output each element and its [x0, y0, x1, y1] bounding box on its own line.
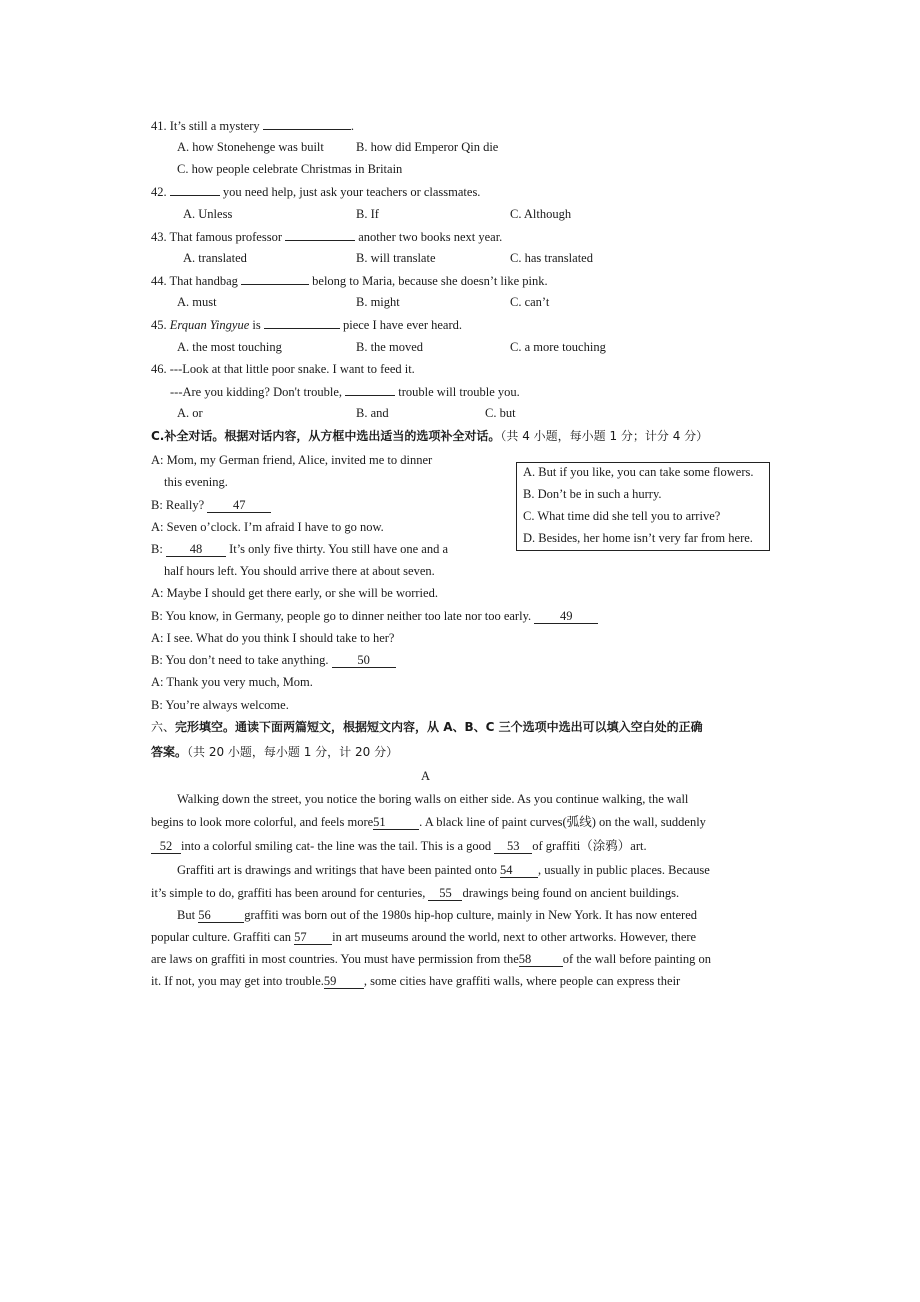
- stem-text: trouble will trouble you.: [398, 385, 520, 399]
- answer-blank[interactable]: [264, 316, 340, 329]
- dialogue-line: [151, 608, 598, 624]
- passage-text: begins to look more colorful, and feels more51 . A black line of paint curves(弧线) on the wall, suddenly: [151, 815, 706, 829]
- blank-54[interactable]: 54: [500, 864, 538, 878]
- passage-text: Graffiti art is drawings and writings that have been painted onto 54 , usually in public places. Because: [177, 863, 710, 877]
- passage-line: [151, 951, 733, 967]
- dialogue-line: A: Thank you very much, Mom.: [151, 675, 313, 689]
- dialogue-line: A: Seven o’clock. I’m afraid I have to go now.: [151, 520, 384, 534]
- passage-text: of graffiti（涂鸦）art.: [532, 839, 647, 853]
- option-44-c: C. can’t: [510, 295, 550, 309]
- option-43-a: A. translated: [183, 251, 247, 265]
- option-46-c: C. but: [485, 406, 516, 420]
- section-6-heading-line2: [151, 744, 398, 760]
- section-c-heading: [151, 428, 708, 444]
- question-41-stem: [151, 117, 354, 134]
- dialogue-line: [151, 497, 271, 513]
- option-44-b: B. might: [356, 295, 400, 309]
- dialogue-text: B: Really?: [151, 498, 205, 512]
- blank-49[interactable]: 49: [534, 610, 598, 624]
- blank-52[interactable]: 52: [151, 840, 181, 854]
- blank-51[interactable]: 51: [373, 816, 419, 830]
- option-46-b: B. and: [356, 406, 389, 420]
- stem-text: 43. That famous professor: [151, 230, 282, 244]
- section-heading-text: C.补全对话。根据对话内容，从方框中选出适当的选项补全对话。: [151, 429, 501, 443]
- dialogue-line: this evening.: [164, 475, 228, 489]
- question-42-stem: [151, 183, 480, 200]
- passage-text: are laws on graffiti in most countries. You must have permission from the58 of the wall before painting on: [151, 952, 711, 966]
- dialogue-line: [151, 541, 448, 557]
- blank-47[interactable]: 47: [207, 499, 271, 513]
- answer-blank[interactable]: [241, 272, 309, 285]
- passage-line: [151, 929, 733, 945]
- answer-blank[interactable]: [263, 117, 351, 130]
- passage-line: [151, 885, 679, 901]
- option-46-a: A. or: [177, 406, 203, 420]
- question-46-stem: 46. ---Look at that little poor snake. I want to feed it.: [151, 362, 415, 376]
- stem-text: piece I have ever heard.: [342, 318, 463, 332]
- box-option-a: A. But if you like, you can take some flowers.: [523, 465, 754, 479]
- section-heading-text: 完形填空。通读下面两篇短文，根据短文内容，从 A、B、C 三个选项中选出可以填入空白处的正确: [175, 720, 703, 734]
- dialogue-text: B: You don’t need to take anything.: [151, 653, 329, 667]
- option-41-a: A. how Stonehenge was built: [177, 140, 324, 154]
- section-number: 六、: [151, 720, 176, 734]
- dialogue-text: B: You know, in Germany, people go to dinner neither too late nor too early.: [151, 609, 532, 623]
- option-44-a: A. must: [177, 295, 217, 309]
- dialogue-line: B: You’re always welcome.: [151, 698, 289, 712]
- stem-text: 44. That handbag: [151, 274, 238, 288]
- option-42-a: A. Unless: [183, 207, 233, 221]
- option-41-c: C. how people celebrate Christmas in Britain: [177, 162, 403, 176]
- passage-text: it’s simple to do, graffiti has been around for centuries,: [151, 886, 426, 900]
- option-43-b: B. will translate: [356, 251, 436, 265]
- dialogue-line: A: I see. What do you think I should take to her?: [151, 631, 395, 645]
- passage-text: popular culture. Graffiti can 57 in art museums around the world, next to other artworks. However, there: [151, 930, 697, 944]
- box-option-b: B. Don’t be in such a hurry.: [523, 487, 662, 501]
- answer-blank[interactable]: [170, 183, 220, 196]
- stem-text: 41. It’s still a mystery: [151, 119, 260, 133]
- option-45-b: B. the moved: [356, 340, 424, 354]
- dialogue-text: It’s only five thirty. You still have one and a: [229, 542, 449, 556]
- dialogue-line: [151, 652, 396, 668]
- stem-text: 42.: [151, 185, 167, 199]
- passage-text: into a colorful smiling cat- the line was the tail. This is a good: [181, 839, 492, 853]
- passage-line: [151, 791, 733, 807]
- passage-line: [151, 973, 733, 989]
- option-42-c: C. Although: [510, 207, 572, 221]
- song-title: Erquan Yingyue: [169, 318, 250, 332]
- section-heading-text: 答案。: [151, 745, 188, 759]
- passage-text: it. If not, you may get into trouble.59 , some cities have graffiti walls, where people can express their: [151, 974, 681, 988]
- stem-text: another two books next year.: [358, 230, 503, 244]
- option-45-c: C. a more touching: [510, 340, 606, 354]
- blank-56[interactable]: 56: [198, 909, 244, 923]
- blank-53[interactable]: 53: [494, 840, 532, 854]
- blank-57[interactable]: 57: [294, 931, 332, 945]
- blank-50[interactable]: 50: [332, 654, 396, 668]
- passage-line: [151, 814, 733, 830]
- box-option-c: C. What time did she tell you to arrive?: [523, 509, 721, 523]
- dialogue-line: A: Mom, my German friend, Alice, invited me to dinner: [151, 453, 433, 467]
- passage-text: drawings being found on ancient buildings.: [462, 886, 680, 900]
- stem-text: 45.: [151, 318, 167, 332]
- question-45-stem: [151, 316, 462, 333]
- question-44-stem: [151, 272, 548, 289]
- options-box: [516, 462, 770, 551]
- box-option-d: D. Besides, her home isn’t very far from here.: [523, 531, 753, 545]
- section-score-note: （共 20 小题，每小题 1 分，计 20 分）: [187, 745, 399, 759]
- option-42-b: B. If: [356, 207, 379, 221]
- question-46-stem-line2: [170, 383, 520, 400]
- passage-label: A: [421, 769, 431, 783]
- stem-text: .: [350, 119, 354, 133]
- stem-text: ---Are you kidding? Don't trouble,: [170, 385, 343, 399]
- section-score-note: （共 4 小题，每小题 1 分；计分 4 分）: [500, 429, 709, 443]
- question-43-stem: [151, 228, 502, 245]
- blank-59[interactable]: 59: [324, 975, 364, 989]
- blank-55[interactable]: 55: [428, 887, 462, 901]
- blank-58[interactable]: 58: [519, 953, 563, 967]
- passage-line: [151, 838, 647, 854]
- stem-text: belong to Maria, because she doesn’t like pink.: [312, 274, 548, 288]
- option-45-a: A. the most touching: [177, 340, 282, 354]
- option-43-c: C. has translated: [510, 251, 593, 265]
- stem-text: is: [252, 318, 261, 332]
- option-41-b: B. how did Emperor Qin die: [356, 140, 499, 154]
- stem-text: you need help, just ask your teachers or classmates.: [222, 185, 481, 199]
- passage-line: [151, 862, 733, 878]
- dialogue-line: half hours left. You should arrive there at about seven.: [164, 564, 435, 578]
- dialogue-text: B:: [151, 542, 163, 556]
- blank-48[interactable]: 48: [166, 543, 226, 557]
- passage-text: But 56 graffiti was born out of the 1980s hip-hop culture, mainly in New York. It has now entered: [177, 908, 698, 922]
- answer-blank[interactable]: [285, 228, 355, 241]
- passage-line: [151, 907, 733, 923]
- passage-text: Walking down the street, you notice the boring walls on either side. As you continue walking, the wall: [177, 792, 689, 806]
- dialogue-line: A: Maybe I should get there early, or she will be worried.: [151, 586, 438, 600]
- section-6-heading: [151, 719, 703, 735]
- answer-blank[interactable]: [345, 383, 395, 396]
